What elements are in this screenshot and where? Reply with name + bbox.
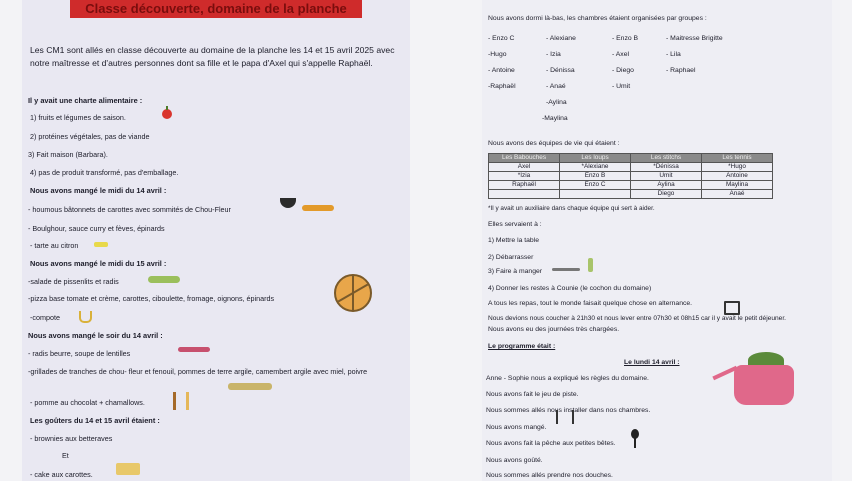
room-member: -Raphaël: [488, 83, 516, 90]
skewer-icon: [173, 392, 176, 410]
cutlery-icon: [556, 410, 574, 424]
task-item: 4) Donner les restes à Counie (le cochon du domaine): [488, 285, 652, 292]
lemon-tart-icon: [94, 242, 108, 247]
table-cell: Axel: [489, 163, 560, 172]
room-member: - Lila: [666, 51, 681, 58]
table-cell: [560, 190, 631, 199]
programme-item: Anne - Sophie nous a expliqué les règles du domaine.: [486, 375, 649, 382]
column-header: Les Babouches: [489, 154, 560, 163]
carrot-sticks-icon: [302, 205, 334, 211]
table-cell: Raphaël: [489, 181, 560, 190]
apple-icon: [162, 109, 172, 119]
fishing-net-icon: [631, 429, 639, 439]
programme-item: Nous avons fait le jeu de piste.: [486, 391, 579, 398]
table-cell: *Izia: [489, 172, 560, 181]
teams-heading: Nous avons des équipes de vie qui étaient :: [488, 140, 620, 147]
auxiliary-note: *Il y avait un auxiliaire dans chaque équipe qui sert à aider.: [488, 205, 655, 212]
table-cell: Umit: [631, 172, 702, 181]
midi14-heading: Nous avons mangé le midi du 14 avril :: [30, 186, 167, 195]
room-member: - Maitresse Brigitte: [666, 35, 723, 42]
soir14-heading: Nous avons mangé le soir du 14 avril :: [28, 331, 163, 340]
table-cell: Enzo C: [560, 181, 631, 190]
room-member: - Anaé: [546, 83, 566, 90]
programme-item: Nous avons mangé.: [486, 424, 547, 431]
room-member: - Alexiane: [546, 35, 576, 42]
task-item: 3) Faire à manger: [488, 268, 543, 275]
room-group: [612, 31, 638, 95]
charte-item: 2) protéines végétales, pas de viande: [30, 132, 150, 141]
table-header-row: [489, 154, 773, 163]
lundi-heading: Le lundi 14 avril :: [624, 359, 680, 366]
table-cell: Aylina: [631, 181, 702, 190]
charte-item: 4) pas de produit transformé, pas d'emballage.: [30, 168, 179, 177]
menu-item: -compote: [30, 313, 60, 322]
table-cell: *Dénissa: [631, 163, 702, 172]
column-header: Les tennis: [702, 154, 773, 163]
watering-can-icon: [734, 365, 794, 405]
table-cell: *Hugo: [702, 163, 773, 172]
room-member: - Umit: [612, 83, 631, 90]
table-cell: Enzo B: [560, 172, 631, 181]
room-member: - Antoine: [488, 67, 515, 74]
rooms-heading: Nous avons dormi là-bas, les chambres étaient organisées par groupes :: [488, 15, 707, 22]
compote-cup-icon: [79, 311, 92, 323]
knife-icon: [552, 268, 580, 271]
tasks-heading: Elles servaient à :: [488, 221, 542, 228]
room-group: [666, 31, 723, 79]
column-header: Les loups: [560, 154, 631, 163]
pizza-icon: [334, 274, 372, 312]
table-cell: Maylina: [702, 181, 773, 190]
table-row: [489, 181, 773, 190]
room-member: - Izia: [546, 51, 561, 58]
gouters-heading: Les goûters du 14 et 15 avril étaient :: [30, 416, 160, 425]
table-cell: [489, 190, 560, 199]
menu-item: - pomme au chocolat + chamallows.: [30, 398, 145, 407]
programme-item: Nous avons fait la pêche aux petites bêtes.: [486, 440, 616, 447]
paragraph: A tous les repas, tout le monde faisait quelque chose en alternance.: [488, 300, 693, 307]
skewer-icon: [186, 392, 189, 410]
gouter-item: - brownies aux betteraves: [30, 434, 113, 443]
room-member: - Raphael: [666, 67, 696, 74]
table-row: [489, 163, 773, 172]
grilled-vegetables-icon: [228, 383, 272, 390]
charte-item: 3) Fait maison (Barbara).: [28, 150, 108, 159]
room-member: -Maylina: [542, 115, 568, 122]
menu-item: - tarte au citron: [30, 241, 79, 250]
room-member: -Aylina: [546, 99, 567, 106]
left-page: [22, 0, 410, 481]
room-member: - Enzo C: [488, 35, 515, 42]
menu-item: - radis beurre, soupe de lentilles: [28, 349, 131, 358]
cake-icon: [116, 463, 140, 475]
pot-icon: [280, 198, 296, 208]
programme-item: Nous sommes allés nous installer dans nos chambres.: [486, 407, 651, 414]
page-title: Classe découverte, domaine de la planche: [70, 0, 362, 18]
menu-item: -pizza base tomate et crème, carottes, ciboulette, fromage, oignons, épinards: [28, 294, 275, 303]
table-row: [489, 190, 773, 199]
room-member: - Enzo B: [612, 35, 639, 42]
menu-item: - houmous bâtonnets de carottes avec sommités de Chou-Fleur: [28, 205, 231, 214]
room-group: [542, 31, 576, 127]
column-header: Les stitchs: [631, 154, 702, 163]
salad-icon: [148, 276, 180, 283]
room-member: -Hugo: [488, 51, 507, 58]
paragraph: Nous avons eu des journées très chargées.: [488, 326, 620, 333]
table-row: [489, 172, 773, 181]
programme-item: Nous avons goûté.: [486, 457, 543, 464]
gouter-item: - cake aux carottes.: [30, 470, 93, 479]
intro-paragraph: Les CM1 sont allés en classe découverte au domaine de la planche les 14 et 15 avril 2025 avec notre maîtresse et d'autres personnes dont sa fille et le papa d'Axel qui s'appelle Raphaël.: [30, 45, 395, 68]
charte-item: 1) fruits et légumes de saison.: [30, 113, 126, 122]
bottle-icon: [588, 258, 593, 272]
charte-heading: Il y avait une charte alimentaire :: [28, 96, 143, 105]
radish-icon: [178, 347, 210, 352]
chair-icon: [724, 301, 740, 315]
table-cell: Anaé: [702, 190, 773, 199]
table-cell: Diego: [631, 190, 702, 199]
room-member: - Dénissa: [546, 67, 575, 74]
programme-item: Nous sommes allés prendre nos douches.: [486, 472, 613, 479]
page-gap: [410, 0, 482, 481]
paragraph: Nous devions nous coucher à 21h30 et nous lever entre 07h30 et 08h15 car il y avait le petit déjeuner.: [488, 315, 787, 322]
gouter-item: Et: [62, 451, 69, 460]
menu-item: -grillades de tranches de chou- fleur et fenouil, pommes de terre argile, camembert argile avec miel, poivre: [28, 367, 368, 376]
menu-item: -salade de pissenlits et radis: [28, 277, 119, 286]
teams-table: [488, 153, 773, 199]
table-cell: *Alexiane: [560, 163, 631, 172]
task-item: 1) Mettre la table: [488, 237, 539, 244]
room-member: - Diego: [612, 67, 634, 74]
midi15-heading: Nous avons mangé le midi du 15 avril :: [30, 259, 167, 268]
room-group: [488, 31, 516, 95]
right-page: [482, 0, 832, 481]
task-item: 2) Débarrasser: [488, 254, 534, 261]
table-cell: Antoine: [702, 172, 773, 181]
programme-heading: Le programme était :: [488, 343, 556, 350]
room-member: - Axel: [612, 51, 629, 58]
menu-item: - Boulghour, sauce curry et fèves, épinards: [28, 224, 165, 233]
